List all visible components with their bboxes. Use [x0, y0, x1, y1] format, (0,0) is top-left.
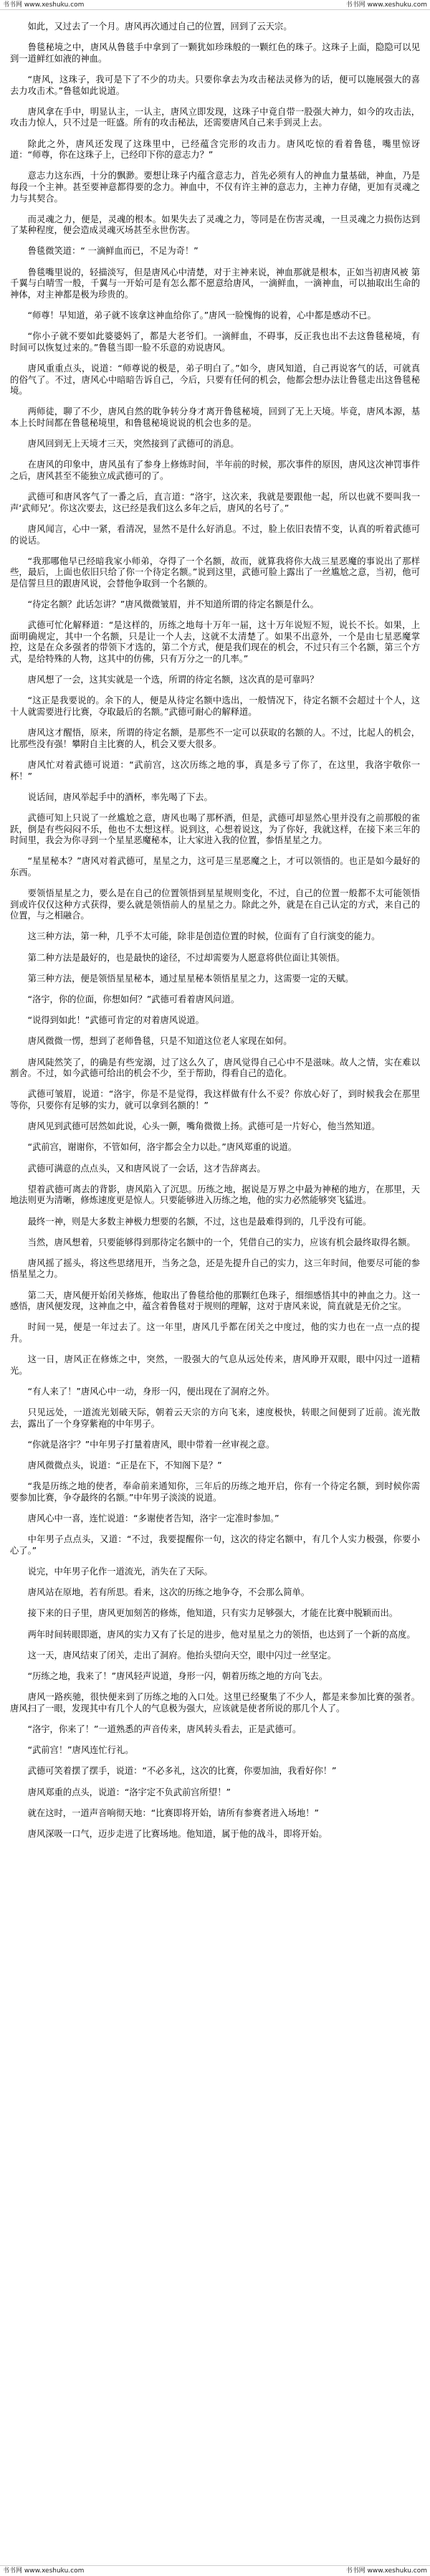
paragraph: 这三种方法，第一种，几乎不太可能，除非是创造位置的时候，位面有了自行演变的能力。 [27, 931, 381, 942]
paragraph: “你小子就不要如此婆婆妈了，都是大老爷们。一滴鲜血，不碍事，反正我也出不去这鲁毯秘境，有时间可以恢复过来的。”鲁毯当即一脸不乐意的劝说唐风。 [10, 331, 420, 353]
paragraph: 接下来的日子里，唐风更加刻苦的修炼，他知道，只有实力足够强大，才能在比赛中脱颖而出。 [27, 1608, 398, 1619]
footer-right-watermark: 书书网 www.xeshuku.com [345, 2567, 427, 2575]
paragraph: 这一日，唐风正在修炼之中，突然，一股强大的气息从远处传来，唐风睁开双眼，眼中闪过一道精光。 [10, 1354, 420, 1376]
paragraph: 唐风站在原地，若有所思。看来，这次的历练之地争夺，不会那么简单。 [27, 1587, 310, 1598]
page-header [0, 0, 430, 10]
paragraph: 两师徒，聊了不少，唐风自然的耽争转分身才离开鲁毯秘境，回到了无上天境。毕竟，唐风本源，基本上长时间都在鲁毯秘境里，和鲁毯秘境说说的机会也多的是。 [10, 407, 420, 428]
paragraph: 唐风闻言，心中一紧，看清况，显然不是什么好消息。不过，脸上依旧表情不变，认真的听着武德可的说话。 [10, 523, 420, 546]
paragraph: 说完，中年男子化作一道流光，消失在了天际。 [27, 1567, 213, 1577]
paragraph: 中年男子点点头，又道：“不过，我要提醒你一句，这次的待定名额中，有几个人实力极强，你要小心了。” [10, 1534, 420, 1556]
paragraph: 时间一晃，便是一年过去了。这一年里，唐风几乎都在闭关之中度过，他的实力也在一点一点的提升。 [10, 1322, 420, 1344]
paragraph: “待定名额？此话怎讲？”唐风微微皱眉，并不知道所谓的待定名额是什么。 [27, 599, 319, 610]
paragraph: 唐风摇了摇头，将这些思绪甩开，当务之急，还是先提升自己的实力，这三年时间，他要尽可能的参悟星星之力。 [10, 1258, 420, 1280]
paragraph: 唐风一路疾驰，很快便来到了历练之地的入口处。这里已经聚集了不少人，都是来参加比赛的强者。唐风扫了一眼，发现其中有几个人的气息极为强大，应该就是使者所说的那几个人了。 [10, 1692, 420, 1714]
footer-left-watermark: 书书网 www.xeshuku.com [3, 2567, 85, 2575]
paragraph: 唐风微微一愣，想到了老师鲁毯，只是不知道这位老人家现在如何。 [27, 1036, 292, 1047]
paragraph: 唐风回到无上天境才三天，突然接到了武德可的消息。 [27, 439, 239, 450]
paragraph: “武前宫！”唐风连忙行礼。 [27, 1745, 134, 1756]
paragraph: 说话间，唐风举起手中的酒杯，率先喝了下去。 [27, 792, 213, 802]
paragraph: “我是历练之地的使者，奉命前来通知你，三年后的历练之地开启，你有一个待定名额，到时候你需要参加比赛，争夺最终的名额。”中年男子淡淡的说道。 [10, 1481, 420, 1503]
paragraph: “洛宇，你来了！”一道熟悉的声音传来，唐风转头看去，正是武德可。 [27, 1724, 302, 1734]
paragraph: “武前宫，谢谢你，不管如何，洛宇都会全力以赴。”唐风郑重的说道。 [27, 1142, 297, 1153]
paragraph: 要领悟星星之力，要么是在自己的位置领悟到星星规则变化，不过，自己的位置一般都不太可能领悟到或许仅仅这种方式获得，要么就是领悟前人的星星之力。除此之外，就是在自己认定的方式，来自己的位置，与之相融合。 [10, 888, 420, 921]
chapter-body [0, 10, 430, 2564]
paragraph: 武德可满意的点点头，又和唐风说了一会话，这才告辞离去。 [27, 1163, 266, 1174]
paragraph: 唐风陡然笑了，的确是有些宠溺，过了这么久了，唐风觉得自己心中不是滋味。故人之情，实在难以割舍。不过，如今武德可给出的机会不少，至于帮助，得看自己的造化。 [10, 1057, 420, 1079]
paragraph: 如此，又过去了一个月。唐风再次通过自己的位置，回到了云天宗。 [27, 22, 292, 32]
paragraph: 唐风这才醒悟，原来，所谓的待定名额，是那些不一定可以获取的名额的人。不过，比起人的机会，比那些没有强！攀附自主比赛的人，机会又要大很多。 [10, 728, 420, 749]
paragraph: 当然，唐风想着，只要能够得到那待定名额中的一个，凭借自己的实力，应该有机会最终取得名额。 [27, 1237, 416, 1247]
paragraph: 第二种方法是最好的，也是最快的途径，不过却需要为人愿意将供位面让其领悟。 [27, 952, 345, 963]
paragraph: 除此之外，唐风还发现了这珠里中，已经蕴含完形的攻击力。唐风吃惊的看着鲁毯，嘴里惊讶道：“师尊，你在这珠子上，已经印下你的意志力？” [10, 138, 420, 161]
paragraph: 武德可笑着摆了摆手，说道：“不必多礼，这次的比赛，你要加油，我看好你！” [27, 1766, 337, 1777]
paragraph: 鲁毯秘境之中，唐风从鲁毯手中拿到了一颗犹如珍珠般的一颗红色的珠子。这珠子上面，隐隐可以见到一道鲜红如液的神血。 [10, 42, 420, 64]
paragraph: 在唐风的印象中，唐风虽有了参身上修炼时间，半年前的时候，那次事件的原因，唐风这次神罚事件之后，唐风甚至不能独立成武德可的了。 [10, 460, 420, 481]
paragraph: 武德可忙化解释道：“是这样的，历练之地每十万年一届，这十万年说短不短，说长不长。如果，上面明确规定，其中一个名额，只是让一个人去，这就不太清楚了。如果不出意外，一个是由七星恶魔掌控，这是在众多强者的带领下才选的，第二个方式，便是我们现在的机会，不过只有三个名额，第三个方式，是给特殊的人物，这其中的仿佛，只有万分之一的几率。” [10, 620, 420, 665]
paragraph: 而灵魂之力，便是，灵魂的根本。如果失去了灵魂之力，等同是在伤害灵魂，一旦灵魂之力损伤达到了某种程度，便会造成灵魂灭场甚至永世伤害。 [10, 214, 420, 236]
paragraph: 武德可和唐风客气了一番之后，直言道：“洛宇，这次来，我就是要跟他一起，所以也就不要叫我一声‘武师兄’。你这次要去，这已经是我们这么多年之后，唐风的名号了。” [10, 492, 420, 513]
page-footer [0, 2565, 430, 2575]
paragraph: 望着武德可离去的背影，唐风陷入了沉思。历练之地，据说是万界之中最为神秘的地方，在那里，天地法则更为清晰，修炼速度更是惊人。只要能够进入历练之地，他的实力必然能够突飞猛进。 [10, 1184, 420, 1206]
paragraph: 唐风忙对着武德可说道：“武前宫，这次历练之地的事，真是多亏了你了，在这里，我洛宇敬你一杯！” [10, 759, 420, 781]
paragraph: 第二天，唐风便开始闭关修炼，他取出了鲁毯给他的那颗红色珠子，细细感悟其中的神血之力。这一感悟，唐风便发现，这神血之中，蕴含着鲁毯对于规则的理解，这对于唐风来说，简直就是无价之宝。 [10, 1290, 420, 1312]
paragraph: 两年时间转眼即逝，唐风的实力又有了长足的进步，他对星星之力的领悟，也达到了一个新的高度。 [27, 1629, 416, 1640]
paragraph: 唐风见到武德可居然如此说，心头一颤，嘴角微微上扬。武德可是一片好心，他当然知道。 [27, 1121, 381, 1132]
paragraph: 武德可皱眉，说道：“洛宇，你是不是觉得，我这样做有什么不妥？你放心好了，到时候我会在那里等你，只要你有足够的实力，就可以拿到名额的！” [10, 1089, 420, 1111]
paragraph: 唐风拿在手中，明显认主，一认主，唐风立即发现，这珠子中竟自带一股强大神力，如今的攻击法，攻击力惊人，只不过是一旺盛。所有的攻击秘法，还需要唐风自己来手到灵上去。 [10, 106, 420, 128]
paragraph: “师尊！早知道，弟子就不该拿这神血给你了。”唐风一脸愧悔的说着，心中都是感动不已。 [27, 310, 376, 321]
paragraph: “我那哪他早已经暗我家小师弟，夺得了一个名额，故而，就算我将你大战三星恶魔的事说出了那样些，最后，上面也依旧只给了你一个待定名额。”说到这里，武德可脸上露出了一丝尴尬之意，当初，他可是信誓旦旦的跟唐风说，会替他争取到一个名额的。 [10, 556, 420, 589]
paragraph: 唐风重重点头，说道：“师尊说的极是，弟子明白了。”如今，唐风知道，自己再说客气的话，可就真的俗气了。不过，唐风心中暗暗告诉自己，今后，只要有任何的机会，他都会想办法让鲁毯走出这鲁毯秘境。 [10, 363, 420, 396]
paragraph: 最终一神，则是大多数主神极力想要的名额，不过，这也是最难得到的，几乎没有可能。 [27, 1216, 372, 1227]
paragraph: 只见远处，一道流光划破天际，朝着云天宗的方向飞来，速度极快，转眼之间便到了近前。流光散去，露出了一个身穿紫袍的中年男子。 [10, 1407, 420, 1429]
paragraph: “历练之地，我来了！”唐风轻声说道，身形一闪，朝着历练之地的方向飞去。 [27, 1671, 328, 1682]
paragraph: 唐风心中一喜，连忙说道：“多谢使者告知，洛宇一定准时参加。” [27, 1513, 280, 1524]
header-right-watermark: 书书网 www.xeshuku.com [345, 1, 427, 9]
paragraph: 就在这时，一道声音响彻天地：“比赛即将开始，请所有参赛者进入场地！” [27, 1807, 319, 1818]
paragraph: 鲁毯微笑道：“ 一滴鲜血而已，不足为奇！” [27, 246, 199, 257]
paragraph: 这一天，唐风结束了闭关，走出了洞府。他抬头望向天空，眼中闪过一丝坚定。 [27, 1650, 336, 1660]
paragraph: 唐风想了一会，这其实就是一个选，所谓的待定名额，这次真的是可靠吗？ [27, 675, 319, 685]
header-left-watermark: 书书网 www.xeshuku.com [3, 1, 85, 9]
paragraph: 唐风深吸一口气，迈步走进了比赛场地。他知道，属于他的战斗，即将开始。 [27, 1828, 328, 1839]
paragraph: 唐风郑重的点头，说道：“洛宇定不负武前宫所望！” [27, 1787, 231, 1797]
paragraph: 武德可知上只说了一丝尴尬之意，唐风也喝了那杯酒，但是，武德可却显然心里并没有之前那般的雀跃，倒是有些闷闷不乐，他也不太想这样。说到这，心想着说这，为了你好，我就这样，在接下来三年的时间里，我会为你寻到一个星星恶魔秘本，让大家进入我的位置，参悟星星之力。 [10, 812, 420, 846]
paragraph: “这正是我要说的。余下的人，便是从待定名额中选出，一般情况下，待定名额不会超过十个人，这十人就需要进行比赛，夺取最后的名额。”武德可耐心的解释道。 [10, 695, 420, 717]
paragraph: 第三种方法，便是领悟星星秘本，通过星星秘本领悟星星之力，这需要一定的天赋。 [27, 973, 354, 984]
paragraph: 意志力这东西，十分的飘渺。要想让珠子内蕴含意志力，首先必须有人的神血力量基础，神血，乃是每段一个主神。甚至要神意都得要的念力。神血中，不仅有许主神的意志力，主神力存储，更加有灵魂之力与其契合。 [10, 171, 420, 204]
paragraph: “有人来了！”唐风心中一动，身形一闪，便出现在了洞府之外。 [27, 1387, 275, 1397]
paragraph: 鲁毯嘴里说的，轻描淡写，但是唐风心中清楚，对于主神来说，神血那就是根本，正如当初唐风被 第千翼与白晴雪一般，千翼与一开始可是有怎么都不愿意给唐风，一滴鲜血，一滴神血，可以抽取出生命的神体，对主神都是极为珍贵的。 [10, 267, 420, 300]
paragraph: “说得到如此！”武德可肯定的对着唐风说道。 [27, 1015, 204, 1026]
paragraph: “星星秘本？”唐风对着武德可，星星之力，这可是三星恶魔之上，才可以领悟的。也正是如今最好的东西。 [10, 856, 420, 878]
paragraph: “唐风，这珠子，我可是下了不少的功夫。只要你拿去为攻击秘法灵修为的话，便可以施展强大的喜去力攻击术。”鲁毯如此说道。 [10, 74, 420, 96]
paragraph: “你就是洛宇？”中年男子打量着唐风，眼中带着一丝审视之意。 [27, 1439, 275, 1450]
paragraph: “洛宇，你的位面，你想如何？”武德可看着唐风问道。 [27, 994, 240, 1005]
paragraph: 唐风微微点头，说道：“正是在下，不知阁下是？” [27, 1460, 222, 1471]
